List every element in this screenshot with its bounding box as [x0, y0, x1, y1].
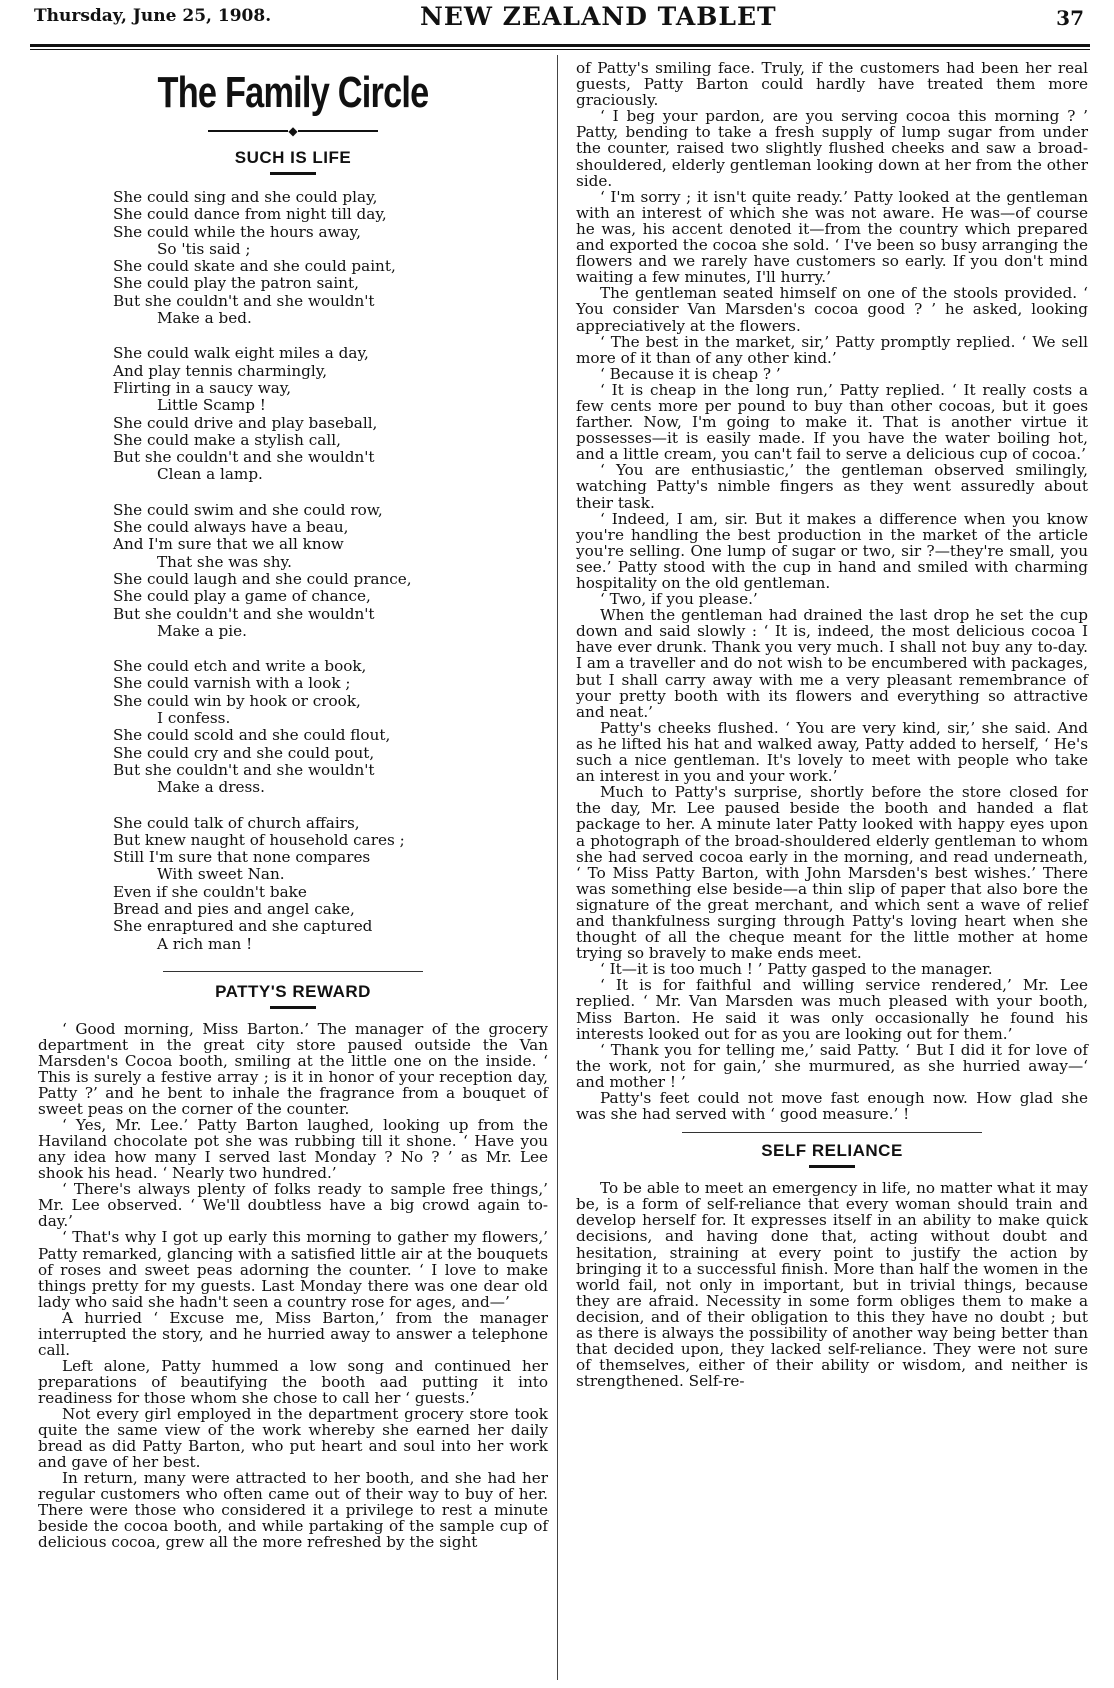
paragraph: Patty's feet could not move fast enough now. How glad she was she had served with ‘ good measure.’ !	[576, 1089, 1088, 1124]
paragraph: ‘ Thank you for telling me,’ said Patty. ‘ But I did it for love of the work, not for gain,’ she murmured, as she hurried away—‘ and mother ! ’	[576, 1040, 1088, 1091]
right-column	[576, 60, 1088, 1389]
poem-line: Still I'm sure that none compares	[113, 848, 371, 867]
poem-line: Make a dress.	[157, 778, 265, 797]
paragraph: When the gentleman had drained the last drop he set the cup down and said slowly : ‘ It is, indeed, the most delicious cocoa I have ever drunk. Thank you very much. I shall not buy any to-day. I am a traveller and do not wish to be encumbered with packages, but I shall carry away with me a very pleasant remembrance of your pretty booth with its flowers and everything so attractive and neat.’	[576, 606, 1088, 721]
paragraph: Much to Patty's surprise, shortly before the store closed for the day, Mr. Lee paused beside the booth and handed a flat package to her. A minute later Patty looked with happy eyes upon a photograph of the broad-shouldered elderly gentleman to whom she had served cocoa early in the morning, and read underneath, ‘ To Miss Patty Barton, with John Marsden's best wishes.’ There was something else beside—a thin slip of paper that also bore the signature of the great merchant, and which sent a wave of relief and thankfulness surging through Patty's loving heart when she thought of all the cheque meant for the little mother at home trying so bravely to make ends meet.	[576, 783, 1088, 963]
poem-line: But she couldn't and she wouldn't	[113, 448, 375, 467]
paragraph: ‘ Yes, Mr. Lee.’ Patty Barton laughed, looking up from the Haviland chocolate pot she was rubbing till it shone. ‘ Have you any idea how many I served last Monday ? No ? ’ as Mr. Lee shook his head. ‘ Nearly two hundred.’	[38, 1116, 548, 1183]
poem-stanza	[113, 502, 548, 640]
paragraph: of Patty's smiling face. Truly, if the customers had been her real guests, Patty Barton could hardly have treated them more graciously.	[576, 59, 1088, 110]
poem-line: She could make a stylish call,	[113, 430, 341, 449]
page-header	[30, 2, 1090, 40]
self-reliance-heading: SELF RELIANCE	[761, 1141, 903, 1161]
poem-line: She could talk of church affairs,	[113, 813, 360, 832]
poem-line: Make a pie.	[157, 621, 247, 640]
poem-line: She could always have a beau,	[113, 518, 349, 537]
article-divider	[682, 1132, 982, 1133]
header-rule	[30, 44, 1090, 47]
story-text-left	[38, 1021, 548, 1551]
heading-rule	[809, 1165, 855, 1168]
poem-line: But she couldn't and she wouldn't	[113, 760, 375, 779]
story-text-right	[576, 60, 1088, 1122]
poem-line: She could while the hours away,	[113, 222, 361, 241]
paragraph: ‘ It is cheap in the long run,’ Patty replied. ‘ It really costs a few cents more per pound to buy than other cocoas, but it goes farther. Now, I'm going to make it. That is another virtue it possesses—it is easily made. If you have the water boiling hot, and a little cream, you can't fail to serve a delicious cup of cocoa.’	[576, 380, 1088, 464]
poem-line: Bread and pies and angel cake,	[113, 899, 355, 918]
header-rule-thin	[30, 49, 1090, 50]
paragraph: The gentleman seated himself on one of the stools provided. ‘ You consider Van Marsden's cocoa good ? ’ he asked, looking appreciatively at the flowers.	[576, 284, 1088, 335]
poem-line: She could sing and she could play,	[113, 188, 378, 206]
poem-line: But knew naught of household cares ;	[113, 830, 405, 849]
poem-line: She could play a game of chance,	[113, 587, 371, 606]
paragraph: Left alone, Patty hummed a low song and continued her preparations of beautifying the booth aad putting it into readiness for those whom she chose to call her ‘ guests.’	[38, 1356, 548, 1407]
poem-line: So 'tis said ;	[157, 239, 251, 258]
poem-stanza	[113, 658, 548, 796]
publication-title: NEW ZEALAND TABLET	[420, 2, 777, 31]
poem	[113, 189, 548, 953]
paragraph: ‘ That's why I got up early this morning to gather my flowers,’ Patty remarked, glancing with a satisfied little air at the bouquets of roses and sweet peas adorning the counter. ‘ I love to make things pretty for my guests. Last Monday there was one dear old lady who said she hadn't seen a country rose for ages, and—’	[38, 1228, 548, 1311]
poem-line: But she couldn't and she wouldn't	[113, 604, 375, 623]
heading-rule	[270, 172, 316, 175]
paragraph: ‘ I'm sorry ; it isn't quite ready.’ Patty looked at the gentleman with an interest of which she was not aware. He was—of course he was, his accent denoted it—from the country which prepared and exported the cocoa she sold. ‘ I've been so busy arranging the flowers and we rarely have customers so early. If you don't mind waiting a few minutes, I'll hurry.’	[576, 187, 1088, 287]
poem-line: And play tennis charmingly,	[113, 361, 328, 380]
poem-line: She could etch and write a book,	[113, 657, 367, 676]
poem-line: Even if she couldn't bake	[113, 882, 307, 901]
poem-line: She could skate and she could paint,	[113, 257, 396, 276]
poem-heading: SUCH IS LIFE	[234, 148, 352, 167]
poem-line: Make a bed.	[157, 309, 252, 328]
poem-line: She could play the patron saint,	[113, 274, 359, 293]
left-column	[38, 60, 548, 1550]
paragraph: Not every girl employed in the department grocery store took quite the same view of the work whereby she earned her daily bread as did Patty Barton, who put heart and soul into her work and gave of her best.	[38, 1405, 548, 1472]
poem-line: With sweet Nan.	[157, 865, 285, 884]
poem-line: And I'm sure that we all know	[113, 535, 344, 554]
poem-stanza	[113, 189, 548, 327]
poem-line: She enraptured and she captured	[113, 917, 373, 936]
poem-line: She could drive and play baseball,	[113, 413, 378, 432]
poem-line: She could walk eight miles a day,	[113, 344, 369, 363]
poem-line: She could scold and she could flout,	[113, 726, 391, 745]
ornament-divider	[208, 124, 378, 138]
poem-line: Little Scamp !	[157, 396, 266, 415]
poem-stanza	[113, 345, 548, 483]
paragraph: ‘ Indeed, I am, sir. But it makes a difference when you know you're handling the best production in the market of the article you're selling. One lump of sugar or two, sir ?—they're small, you see.’ Patty stood with the cup in hand and smiled with charming hospitality on the old gentleman.	[576, 509, 1088, 592]
poem-line: That she was shy.	[157, 552, 292, 571]
page-number: 37	[1056, 6, 1084, 30]
section-title: The Family Circle	[157, 68, 429, 117]
poem-stanza	[113, 815, 548, 953]
poem-line: She could laugh and she could prance,	[113, 569, 412, 588]
paragraph: ‘ Because it is cheap ? ’	[600, 364, 781, 383]
poem-line: I confess.	[157, 709, 231, 728]
self-reliance-text	[576, 1180, 1088, 1389]
poem-line: Flirting in a saucy way,	[113, 378, 292, 397]
paragraph: ‘ It is for faithful and willing service rendered,’ Mr. Lee replied. ‘ Mr. Van Marsden was much pleased with your booth, Miss Barton. He said it was only occasionally he found his interests looked out for as you are looking out for them.’	[576, 976, 1088, 1043]
heading-rule	[270, 1006, 316, 1009]
paragraph: ‘ The best in the market, sir,’ Patty promptly replied. ‘ We sell more of it than of any other kind.’	[576, 332, 1088, 367]
poem-line: But she couldn't and she wouldn't	[113, 291, 375, 310]
paragraph: ‘ There's always plenty of folks ready to sample free things,’ Mr. Lee observed. ‘ We'll doubtless have a big crowd again to-day.’	[38, 1180, 548, 1231]
story-heading: PATTY'S REWARD	[215, 981, 371, 1001]
poem-line: She could win by hook or crook,	[113, 691, 361, 710]
paragraph: ‘ Good morning, Miss Barton.’ The manager of the grocery department in the great city store paused outside the Van Marsden's Cocoa booth, smiling at the little one on the inside. ‘ This is surely a festive array ; is it in honor of your reception day, Patty ?’ and he bent to inhale the fragrance from a bouquet of sweet peas on the corner of the counter.	[38, 1019, 548, 1119]
column-divider	[557, 55, 558, 1680]
paragraph: ‘ You are enthusiastic,’ the gentleman observed smilingly, watching Patty's nimble fingers as they went assuredly about their task.	[576, 461, 1088, 512]
paragraph: To be able to meet an emergency in life, no matter what it may be, is a form of self-reliance that every woman should train and develop herself for. It expresses itself in an ability to make quick decisions, and having done that, acting without doubt and hesitation, straining at every point to justify the action by bringing it to a successful finish. More than half the women in the world fail, not only in important, but in trivial things, because they are afraid. Necessity in some form obliges them to make a decision, and of their obligation to this they have no doubt ; but as there is always the possibility of another way being better than that decided upon, they lacked self-reliance. They were not sure of themselves, either of their ability or wisdom, and neither is strengthened. Self-re-	[576, 1179, 1088, 1391]
poem-line: Clean a lamp.	[157, 465, 263, 484]
poem-line: A rich man !	[157, 934, 253, 953]
paragraph: ‘ Two, if you please.’	[600, 590, 758, 609]
poem-line: She could dance from night till day,	[113, 205, 387, 224]
poem-line: She could swim and she could row,	[113, 500, 383, 519]
paragraph: ‘ I beg your pardon, are you serving cocoa this morning ? ’ Patty, bending to take a fresh supply of lump sugar from under the counter, raised two slightly flushed cheeks and saw a broad-shouldered, elderly gentleman looking down at her from the other side.	[576, 107, 1088, 190]
poem-line: She could cry and she could pout,	[113, 743, 375, 762]
paragraph: A hurried ‘ Excuse me, Miss Barton,’ from the manager interrupted the story, and he hurried away to answer a telephone call.	[38, 1308, 548, 1359]
paragraph: ‘ It—it is too much ! ’ Patty gasped to the manager.	[600, 960, 993, 979]
poem-line: She could varnish with a look ;	[113, 674, 351, 693]
issue-date: Thursday, June 25, 1908.	[34, 6, 272, 26]
paragraph: Patty's cheeks flushed. ‘ You are very kind, sir,’ she said. And as he lifted his hat and walked away, Patty added to herself, ‘ He's such a nice gentleman. It's lovely to meet with people who take an interest in you and your work.’	[576, 718, 1088, 786]
paragraph: In return, many were attracted to her booth, and she had her regular customers who often came out of their way to buy of her. There were those who considered it a privilege to rest a minute beside the cocoa booth, and while partaking of the sample cup of delicious cocoa, grew all the more refreshed by the sight	[38, 1469, 548, 1552]
diamond-icon: ◆	[288, 124, 298, 138]
article-divider	[163, 971, 423, 972]
